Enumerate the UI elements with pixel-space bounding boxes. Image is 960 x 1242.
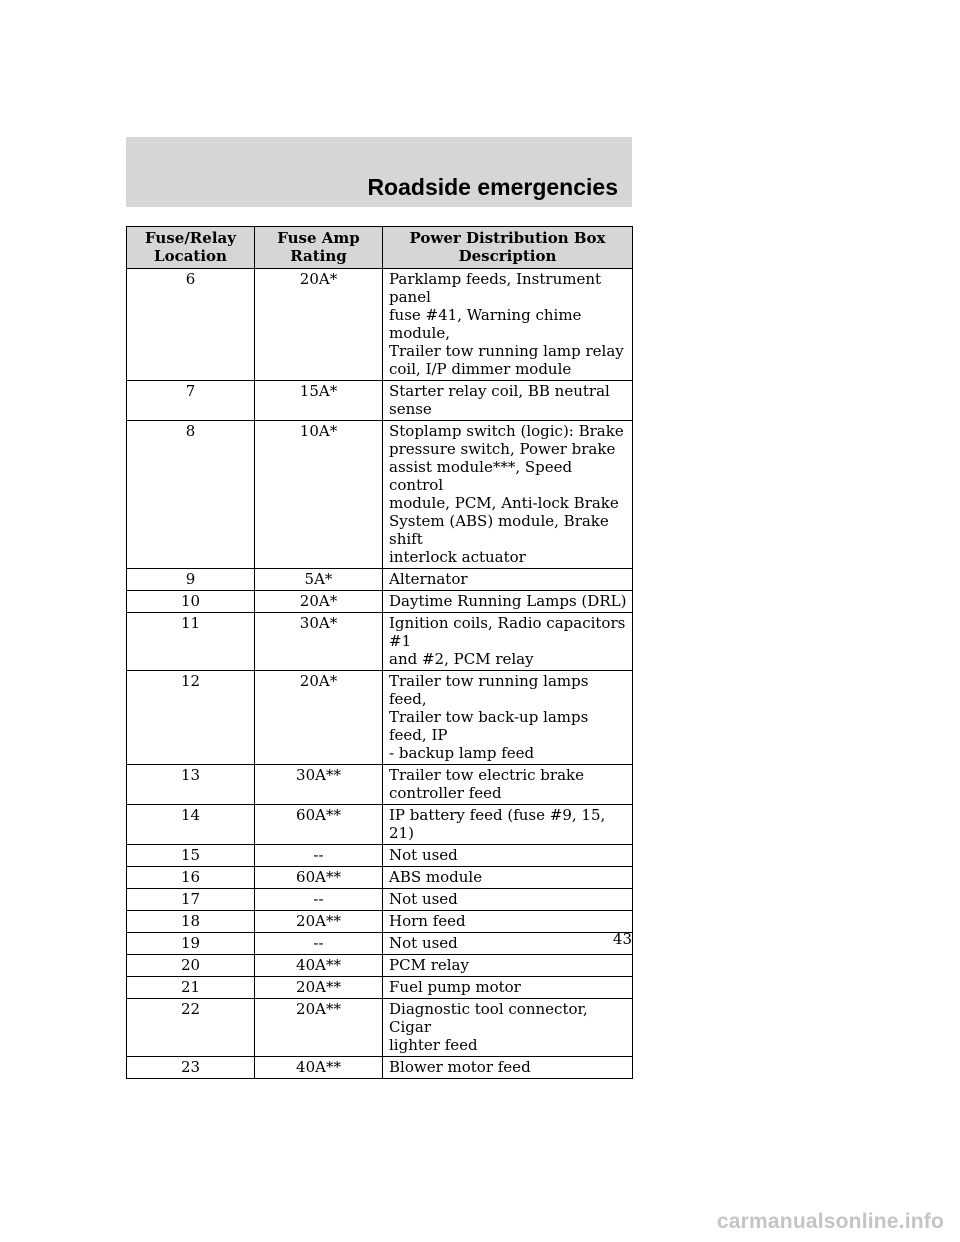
fuse-location-cell: 19 [127,933,255,955]
header-rating-line: Fuse Amp [277,229,360,247]
description-line: Not used [389,846,458,864]
section-title: Roadside emergencies [367,174,618,200]
fuse-rating-cell: 20A** [255,977,383,999]
page-number: 43 [612,930,632,948]
watermark: carmanualsonline.info [716,1210,944,1233]
fuse-rating-cell: 40A** [255,1057,383,1079]
description-line: PCM relay [389,956,469,974]
description-line: IP battery feed (fuse #9, 15, 21) [389,806,606,842]
fuse-description-cell [383,569,633,591]
fuse-description-cell [383,955,633,977]
description-line: assist module***, Speed control [389,458,573,494]
fuse-location-cell: 8 [127,421,255,569]
fuse-rating-cell: 20A* [255,671,383,765]
description-line: Trailer tow running lamp relay [389,342,624,360]
fuse-rating-cell: 10A* [255,421,383,569]
fuse-location-cell: 13 [127,765,255,805]
fuse-location-cell: 18 [127,911,255,933]
description-line: Ignition coils, Radio capacitors #1 [389,614,626,650]
fuse-rating-cell: 20A** [255,999,383,1057]
description-line: Horn feed [389,912,466,930]
fuse-description-cell [383,591,633,613]
description-line: fuse #41, Warning chime module, [389,306,582,342]
fuse-location-cell: 23 [127,1057,255,1079]
fuse-description-cell [383,381,633,421]
table-row [127,955,633,977]
fuse-description-cell [383,269,633,381]
fuse-rating-cell: 15A* [255,381,383,421]
description-line: Not used [389,890,458,908]
fuse-rating-cell: 40A** [255,955,383,977]
description-line: controller feed [389,784,502,802]
fuse-description-cell [383,671,633,765]
fuse-location-cell: 21 [127,977,255,999]
table-row [127,591,633,613]
fuse-rating-cell: 20A* [255,591,383,613]
header-description-line: Power Distribution Box [409,229,606,247]
fuse-rating-cell: 30A** [255,765,383,805]
fuse-location-cell: 6 [127,269,255,381]
header-description-line: Description [458,247,557,265]
fuse-rating-cell: 5A* [255,569,383,591]
header-rating-line: Rating [290,247,347,265]
description-line: sense [389,400,432,418]
table-row [127,765,633,805]
fuse-location-cell: 22 [127,999,255,1057]
fuse-location-cell: 14 [127,805,255,845]
description-line: Daytime Running Lamps (DRL) [389,592,627,610]
fuse-rating-cell: 30A* [255,613,383,671]
description-line: and #2, PCM relay [389,650,534,668]
table-row [127,867,633,889]
table-row [127,805,633,845]
description-line: pressure switch, Power brake [389,440,616,458]
table-row [127,977,633,999]
table-row [127,889,633,911]
section-header-band [126,137,632,207]
fuse-description-cell [383,1057,633,1079]
description-line: - backup lamp feed [389,744,535,762]
table-row [127,381,633,421]
fuse-rating-cell: 20A* [255,269,383,381]
description-line: lighter feed [389,1036,478,1054]
table-row [127,569,633,591]
header-rating [255,227,383,269]
header-location-line: Location [154,247,227,265]
fuse-rating-cell: 60A** [255,867,383,889]
table-header-row [127,227,633,269]
description-line: module, PCM, Anti-lock Brake [389,494,619,512]
fuse-description-cell [383,911,633,933]
header-location-line: Fuse/Relay [145,229,236,247]
description-line: Stoplamp switch (logic): Brake [389,422,624,440]
fuse-description-cell [383,613,633,671]
table-row [127,933,633,955]
description-line: Parklamp feeds, Instrument panel [389,270,602,306]
fuse-location-cell: 9 [127,569,255,591]
fuse-rating-cell: -- [255,933,383,955]
description-line: Starter relay coil, BB neutral [389,382,610,400]
description-line: Not used [389,934,458,952]
fuse-rating-cell: 20A** [255,911,383,933]
table-row [127,671,633,765]
description-line: System (ABS) module, Brake shift [389,512,609,548]
fuse-location-cell: 12 [127,671,255,765]
fuse-location-cell: 7 [127,381,255,421]
description-line: Fuel pump motor [389,978,521,996]
fuse-description-cell [383,977,633,999]
fuse-location-cell: 17 [127,889,255,911]
table-row [127,845,633,867]
table-row [127,613,633,671]
fuse-description-cell [383,933,633,955]
fuse-location-cell: 20 [127,955,255,977]
fuse-description-cell [383,421,633,569]
description-line: Trailer tow back-up lamps feed, IP [389,708,589,744]
fuse-location-cell: 16 [127,867,255,889]
table-row [127,1057,633,1079]
description-line: Trailer tow electric brake [389,766,584,784]
fuse-table [126,226,633,1079]
description-line: Diagnostic tool connector, Cigar [389,1000,588,1036]
table-row [127,999,633,1057]
description-line: Blower motor feed [389,1058,531,1076]
fuse-description-cell [383,999,633,1057]
description-line: coil, I/P dimmer module [389,360,572,378]
fuse-location-cell: 10 [127,591,255,613]
fuse-location-cell: 11 [127,613,255,671]
fuse-location-cell: 15 [127,845,255,867]
fuse-rating-cell: 60A** [255,805,383,845]
fuse-description-cell [383,845,633,867]
fuse-description-cell [383,765,633,805]
table-row [127,911,633,933]
table-body [127,269,633,1079]
fuse-description-cell [383,805,633,845]
header-location [127,227,255,269]
description-line: Alternator [389,570,468,588]
fuse-description-cell [383,867,633,889]
header-description [383,227,633,269]
fuse-rating-cell: -- [255,889,383,911]
description-line: Trailer tow running lamps feed, [389,672,589,708]
description-line: interlock actuator [389,548,526,566]
fuse-rating-cell: -- [255,845,383,867]
table-row [127,269,633,381]
fuse-description-cell [383,889,633,911]
description-line: ABS module [389,868,483,886]
table-row [127,421,633,569]
